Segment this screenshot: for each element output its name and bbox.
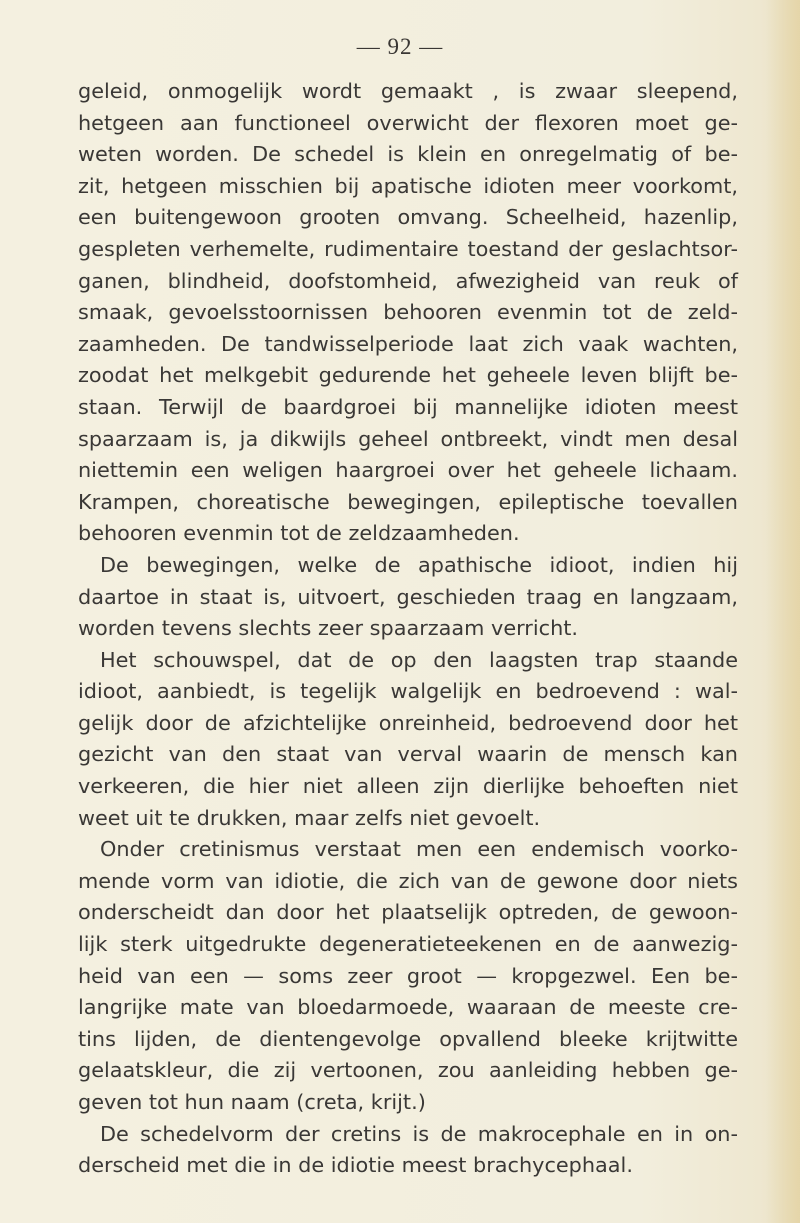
text-line: gelaatskleur, die zij vertoonen, zou aanleiding hebben ge- (78, 1058, 738, 1083)
text-line: een buitengewoon grooten omvang. Scheelheid, hazenlip, (78, 205, 738, 230)
text-line: tins lijden, de dientengevolge opvallend bleeke krijtwitte (78, 1026, 738, 1051)
text-line: heid van een — soms zeer groot — kropgezwel. Een be- (78, 963, 738, 988)
text-line: weet uit te drukken, maar zelfs niet gevoelt. (78, 805, 541, 830)
text-line: gelijk door de afzichtelijke onreinheid, bedroevend door het (78, 710, 738, 735)
text-line: idioot, aanbiedt, is tegelijk walgelijk en bedroevend : wal- (78, 679, 738, 704)
text-line: De bewegingen, welke de apathische idioot, indien hij (100, 552, 738, 577)
text-line: Krampen, choreatische bewegingen, epileptische toevallen (78, 489, 738, 514)
text-line: daartoe in staat is, uitvoert, geschieden traag en langzaam, (78, 584, 738, 609)
text-line: Het schouwspel, dat de op den laagsten trap staande (100, 647, 738, 672)
text-line: worden tevens slechts zeer spaarzaam verricht. (78, 616, 579, 641)
text-line: Onder cretinismus verstaat men een endemisch voorko- (100, 837, 738, 862)
text-line: spaarzaam is, ja dikwijls geheel ontbreekt, vindt men desal (78, 426, 738, 451)
text-line: verkeeren, die hier niet alleen zijn dierlijke behoeften niet (78, 774, 738, 799)
text-line: mende vorm van idiotie, die zich van de gewone door niets (78, 868, 738, 893)
text-line: gezicht van den staat van verval waarin de mensch kan (78, 742, 738, 767)
text-line: De schedelvorm der cretins is de makrocephale en in on- (100, 1121, 738, 1146)
text-line: onderscheidt dan door het plaatselijk optreden, de gewoon- (78, 900, 738, 925)
text-line: derscheid met die in de idiotie meest brachycephaal. (78, 1153, 633, 1178)
text-line: hetgeen aan functioneel overwicht der flexoren moet ge- (78, 110, 738, 135)
text-line: zit, hetgeen misschien bij apatische idioten meer voorkomt, (78, 173, 738, 198)
text-line: geleid, onmogelijk wordt gemaakt , is zwaar sleepend, (78, 79, 738, 103)
body-text (78, 76, 738, 1182)
text-line: geven tot hun naam (creta, krijt.) (78, 1090, 426, 1114)
page-edge-shading (766, 0, 800, 1223)
text-line: weten worden. De schedel is klein en onregelmatig of be- (78, 142, 738, 167)
text-line: niettemin een weligen haargroei over het geheele lichaam. (78, 458, 738, 483)
page-number: — 92 — (356, 34, 444, 59)
text-line: smaak, gevoelsstoornissen behooren evenmin tot de zeld- (78, 300, 738, 325)
text-line: zoodat het melkgebit gedurende het geheele leven blijft be- (78, 363, 738, 388)
text-line: staan. Terwijl de baardgroei bij mannelijke idioten meest (78, 394, 738, 419)
text-line: zaamheden. De tandwisselperiode laat zich vaak wachten, (78, 331, 738, 356)
text-line: ganen, blindheid, doofstomheid, afwezigheid van reuk of (78, 268, 738, 293)
text-line: gespleten verhemelte, rudimentaire toestand der geslachtsor- (78, 236, 738, 261)
text-line: behooren evenmin tot de zeldzaamheden. (78, 521, 520, 546)
text-line: langrijke mate van bloedarmoede, waaraan de meeste cre- (78, 995, 738, 1020)
text-line: lijk sterk uitgedrukte degeneratieteekenen en de aanwezig- (78, 932, 738, 957)
